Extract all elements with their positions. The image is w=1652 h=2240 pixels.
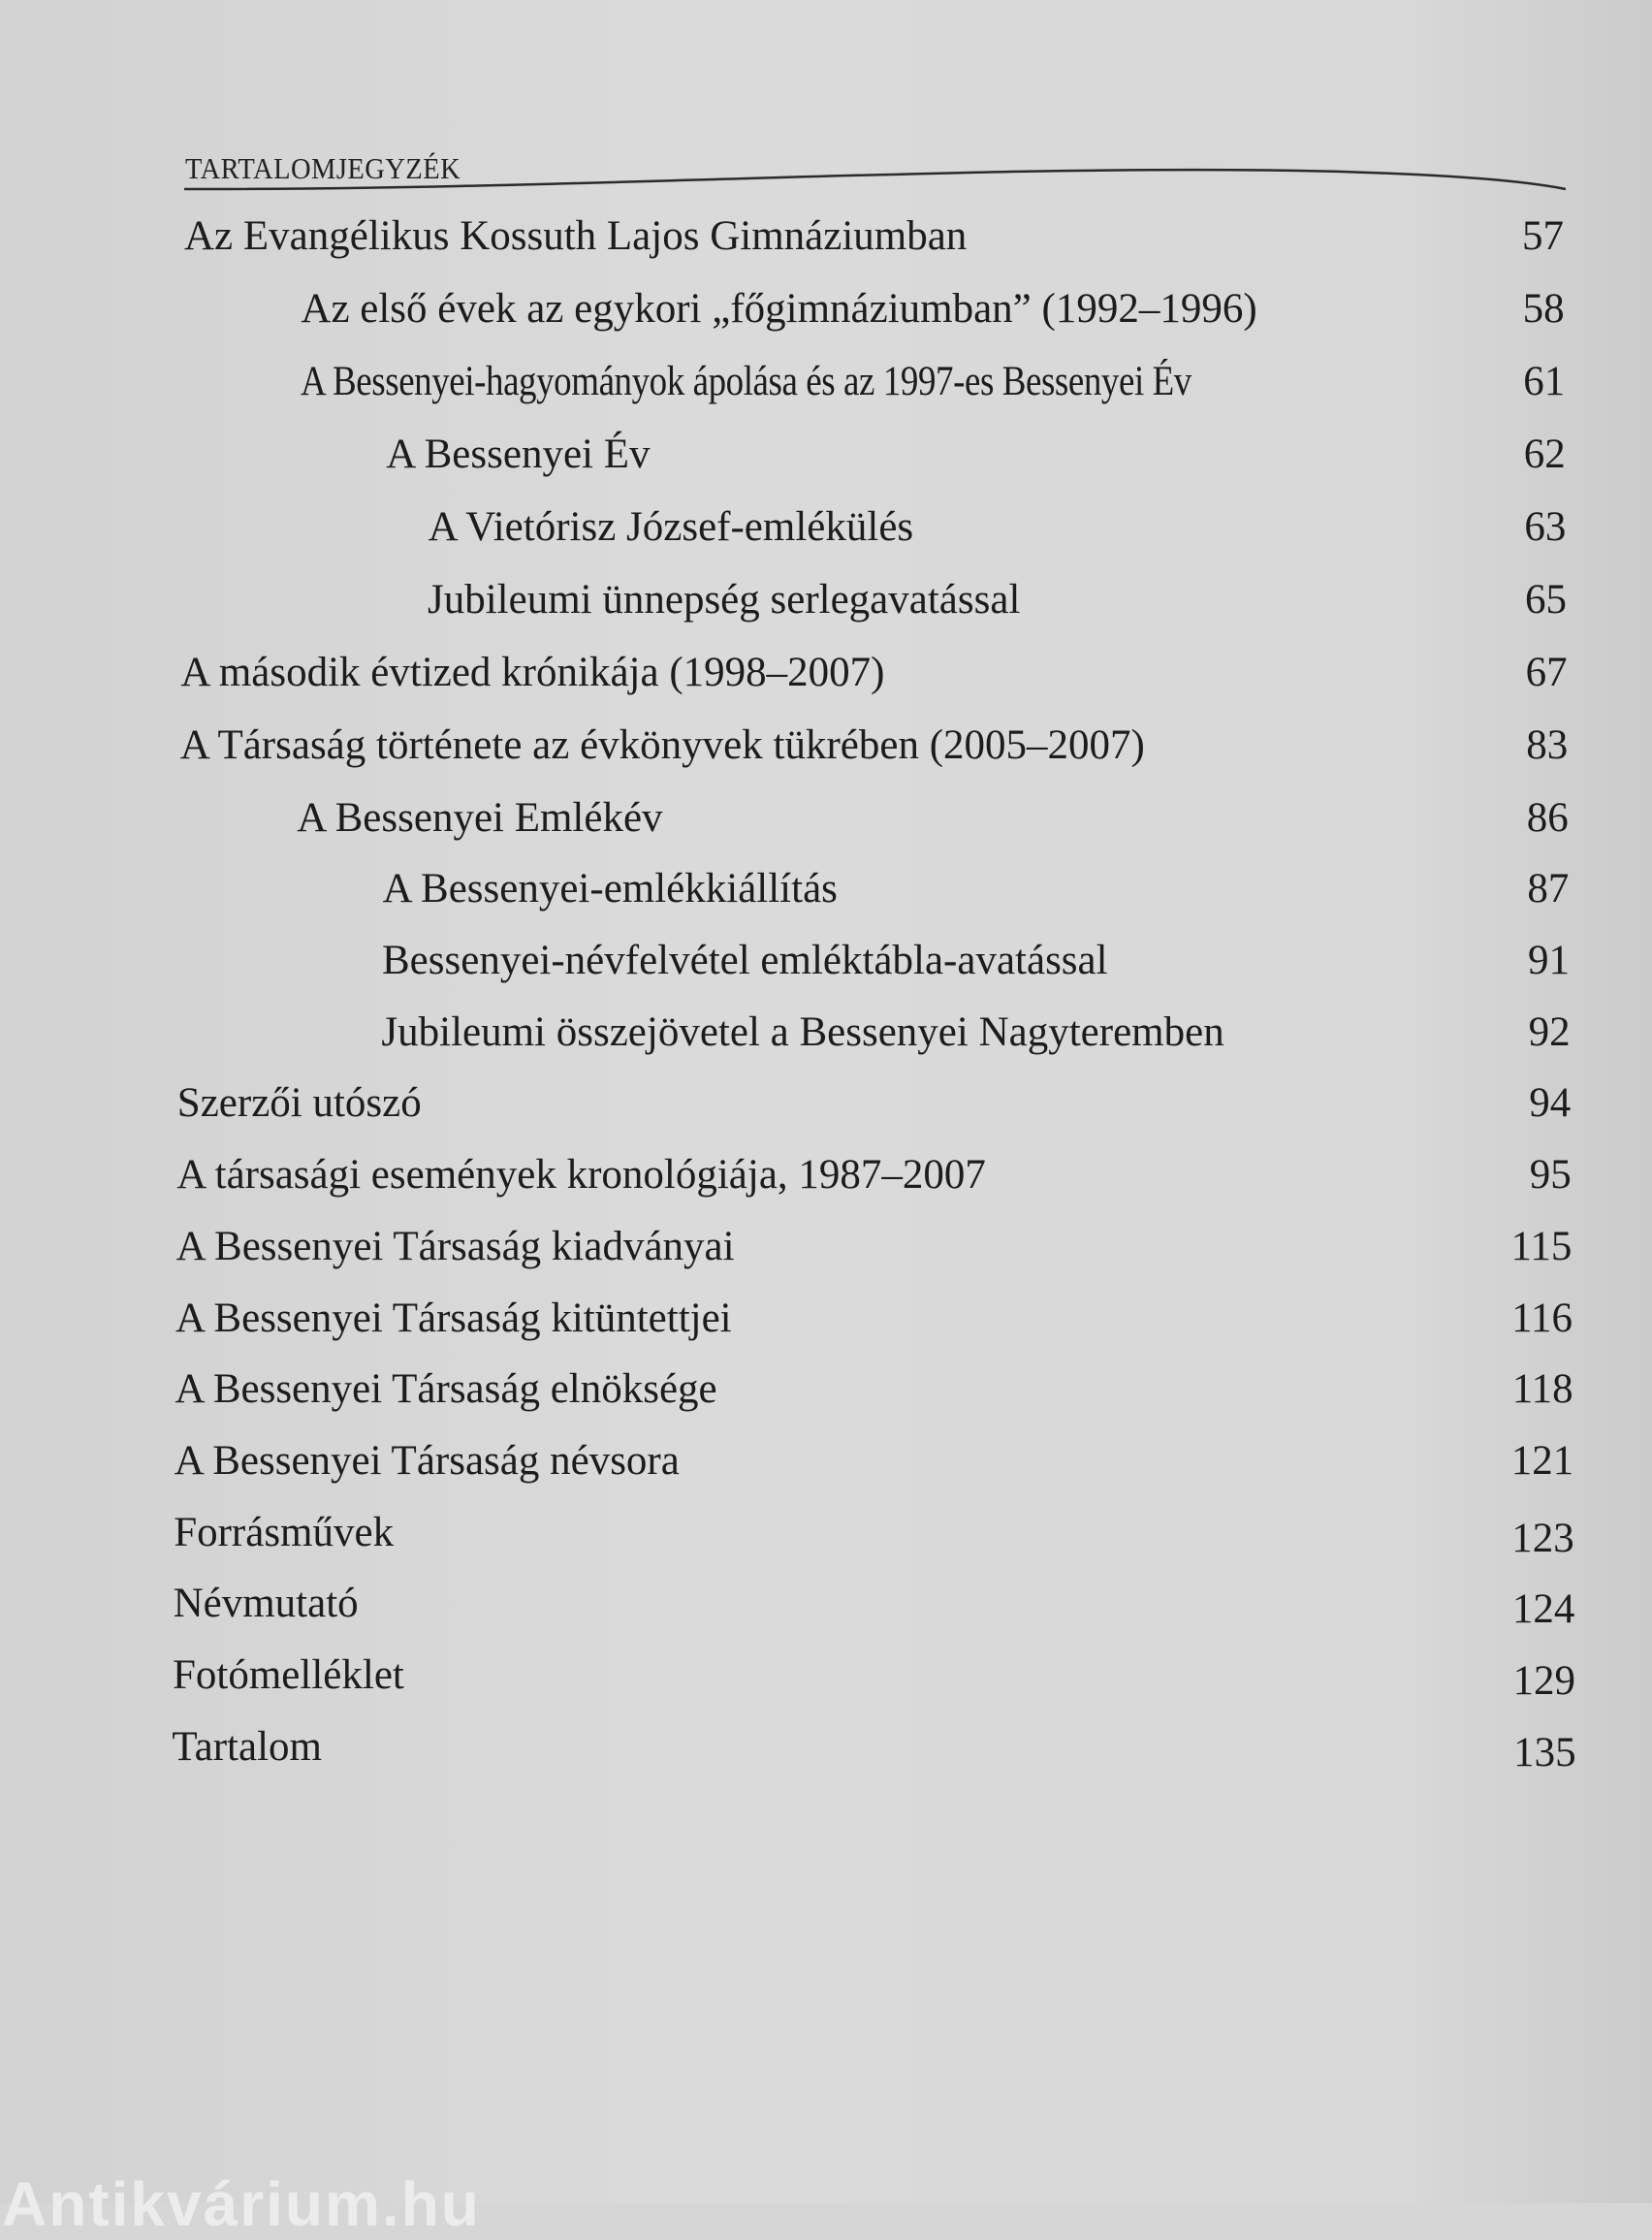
toc-entry-title: A Bessenyei Társaság kiadványai <box>175 1223 735 1269</box>
toc-entry-page: 118 <box>1511 1366 1573 1413</box>
toc-entry-title: A Bessenyei-emlékkiállítás <box>382 866 838 912</box>
toc-entry-title: A Vietórisz József-emlékülés <box>428 504 914 550</box>
toc-entry-page: 91 <box>1528 938 1570 983</box>
toc-entry-page: 95 <box>1529 1152 1572 1199</box>
toc-entry-page: 123 <box>1511 1515 1574 1561</box>
toc-entry-title: Fotómelléklet <box>173 1652 404 1698</box>
toc-entry-title: Az Evangélikus Kossuth Lajos Gimnáziumban <box>184 213 968 260</box>
toc-entry-page: 135 <box>1513 1729 1576 1776</box>
toc-entry-page: 62 <box>1523 432 1566 478</box>
toc-entry-page: 83 <box>1526 721 1569 768</box>
toc-entry-page: 116 <box>1511 1295 1573 1341</box>
toc-entry-page: 67 <box>1525 649 1568 695</box>
toc-entry-title: A Bessenyei Társaság elnöksége <box>175 1366 717 1413</box>
toc-entry-page: 92 <box>1528 1008 1571 1055</box>
toc-entry-page: 121 <box>1510 1437 1574 1484</box>
toc-entry-title: A Bessenyei Év <box>386 432 651 478</box>
toc-entry-page: 58 <box>1522 286 1565 333</box>
toc-entry-title: A Bessenyei-hagyományok ápolása és az 1997-es Bessenyei Év <box>300 359 1191 405</box>
toc-entry-title: A Társaság története az évkönyvek tükrében (2005–2007) <box>179 721 1145 768</box>
toc-entry-page: 124 <box>1511 1586 1575 1633</box>
header-rule <box>184 165 1566 204</box>
toc-entry-title: A Bessenyei Társaság kitüntettjei <box>175 1295 732 1341</box>
toc-entry-page: 87 <box>1527 866 1570 912</box>
toc-entry-title: Bessenyei-névfelvétel emléktábla-avatással <box>382 938 1108 983</box>
toc-entry-page: 94 <box>1529 1080 1572 1127</box>
toc-entry-page: 115 <box>1510 1223 1573 1269</box>
toc-entry-title: A társasági események kronológiája, 1987–2007 <box>176 1152 986 1199</box>
toc-entry-page: 63 <box>1524 504 1567 550</box>
toc-entry-title: A Bessenyei Társaság névsora <box>174 1437 680 1484</box>
watermark: Antikvárium.hu <box>2 2169 481 2239</box>
running-header: TARTALOMJEGYZÉK <box>185 151 461 185</box>
toc-entry-page: 86 <box>1526 794 1569 841</box>
toc-entry-title: A második évtized krónikája (1998–2007) <box>180 649 885 695</box>
toc-entry-title: Jubileumi ünnepség serlegavatással <box>428 576 1021 623</box>
toc-entry-page: 57 <box>1522 213 1564 260</box>
toc-entry-title: Névmutató <box>173 1581 359 1627</box>
toc-entry-title: Forrásművek <box>174 1509 395 1555</box>
toc-entry-title: Jubileumi összejövetel a Bessenyei Nagyteremben <box>381 1008 1224 1055</box>
toc-entry-title: Tartalom <box>172 1723 322 1770</box>
toc-entry-title: A Bessenyei Emlékév <box>297 794 663 841</box>
toc-entry-title: Szerzői utószó <box>176 1080 422 1127</box>
toc-entry-page: 61 <box>1523 359 1566 405</box>
toc-entry-title: Az első évek az egykori „főgimnáziumban” (1992–1996) <box>301 286 1257 333</box>
toc-entry-page: 129 <box>1512 1658 1575 1704</box>
toc-entry-page: 65 <box>1525 576 1567 623</box>
